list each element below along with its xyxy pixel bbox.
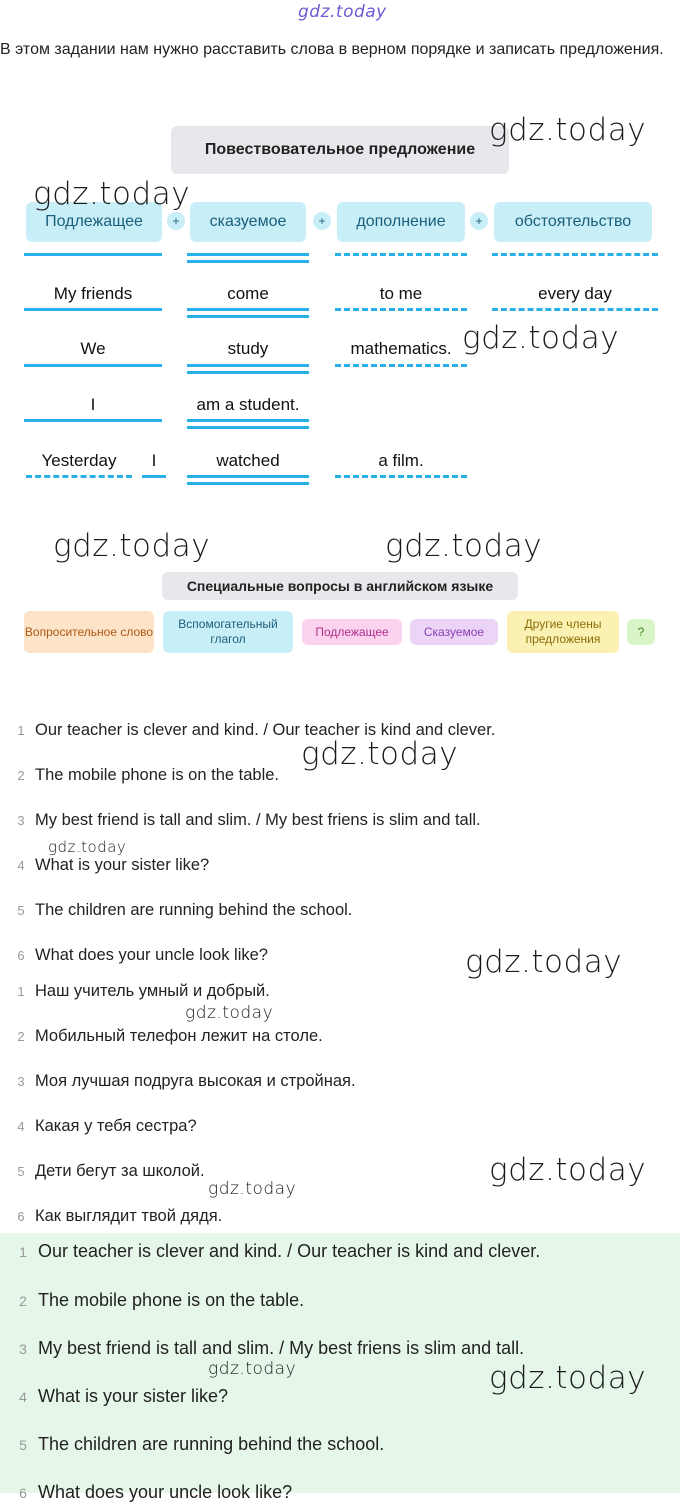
row2-subject-line bbox=[24, 364, 162, 367]
tag-predicate: Сказуемое bbox=[410, 619, 498, 645]
role-adverbial: обстоятельство bbox=[494, 202, 652, 242]
answer-number: 1 bbox=[19, 1244, 27, 1260]
row1-subject-line bbox=[24, 308, 162, 311]
row4-object: a film. bbox=[378, 451, 424, 470]
row1-object: to me bbox=[379, 284, 423, 303]
row3-subject-line bbox=[24, 419, 162, 422]
watermark: gdz.today bbox=[489, 1152, 647, 1188]
role-subject: Подлежащее bbox=[26, 202, 162, 242]
answer-number: 6 bbox=[19, 1485, 27, 1501]
watermark-top: gdz.today bbox=[298, 2, 387, 22]
answer-repeat-1: Our teacher is clever and kind. / Our teacher is kind and clever. bbox=[38, 1241, 541, 1261]
answer-ru-1: Наш учитель умный и добрый. bbox=[35, 982, 270, 1000]
row2-object: mathematics. bbox=[350, 339, 452, 358]
row1-object-line bbox=[335, 308, 467, 311]
row2-object-line bbox=[335, 364, 467, 367]
subject-underline bbox=[24, 253, 162, 256]
answer-number: 5 bbox=[17, 1164, 25, 1179]
answer-number: 1 bbox=[17, 723, 25, 738]
watermark: gdz.today bbox=[33, 176, 191, 212]
questions-title: Специальные вопросы в английском языке bbox=[162, 572, 518, 600]
watermark: gdz.today bbox=[465, 944, 623, 980]
row4-adverbial-line bbox=[26, 475, 132, 478]
answer-repeat-4: What is your sister like? bbox=[38, 1386, 229, 1406]
answer-number: 4 bbox=[19, 1389, 27, 1405]
answer-number: 2 bbox=[17, 768, 25, 783]
answer-ru-4: Какая у тебя сестра? bbox=[35, 1117, 197, 1135]
answer-ru-2: Мобильный телефон лежит на столе. bbox=[35, 1027, 323, 1045]
row4-subject-line bbox=[142, 475, 166, 478]
answer-number: 2 bbox=[17, 1029, 25, 1044]
tag-other-members: Другие члены предложения bbox=[507, 611, 619, 653]
answer-number: 2 bbox=[19, 1293, 27, 1309]
adverbial-underline bbox=[492, 253, 658, 256]
answer-number: 6 bbox=[17, 1209, 25, 1224]
answer-number: 4 bbox=[17, 1119, 25, 1134]
answer-repeat-2: The mobile phone is on the table. bbox=[38, 1290, 305, 1310]
plus-icon: + bbox=[167, 212, 185, 230]
watermark: gdz.today bbox=[208, 1179, 297, 1199]
role-object: дополнение bbox=[337, 202, 465, 242]
plus-icon: + bbox=[470, 212, 488, 230]
watermark: gdz.today bbox=[385, 528, 543, 564]
watermark: gdz.today bbox=[489, 1360, 647, 1396]
tag-question-mark: ? bbox=[627, 619, 655, 645]
row4-object-line bbox=[335, 475, 467, 478]
answer-repeat-6: What does your uncle look like? bbox=[38, 1482, 293, 1502]
task-intro: В этом задании нам нужно расставить слова в верном порядке и записать предложения. bbox=[0, 41, 664, 58]
answer-en-2: The mobile phone is on the table. bbox=[35, 766, 279, 784]
row4-subject: I bbox=[151, 451, 157, 470]
answer-repeat-5: The children are running behind the school. bbox=[38, 1434, 385, 1454]
watermark: gdz.today bbox=[301, 736, 459, 772]
answer-number: 3 bbox=[17, 1074, 25, 1089]
answer-en-3: My best friend is tall and slim. / My best friens is slim and tall. bbox=[35, 811, 481, 829]
row1-predicate-line bbox=[187, 308, 309, 311]
watermark: gdz.today bbox=[185, 1003, 274, 1023]
answer-number: 4 bbox=[17, 858, 25, 873]
answer-en-5: The children are running behind the school. bbox=[35, 901, 353, 919]
watermark: gdz.today bbox=[48, 838, 127, 856]
tag-subject: Подлежащее bbox=[302, 619, 402, 645]
plus-icon: + bbox=[313, 212, 331, 230]
row4-predicate: watched bbox=[216, 451, 280, 470]
watermark: gdz.today bbox=[53, 528, 211, 564]
answer-ru-5: Дети бегут за школой. bbox=[35, 1162, 205, 1180]
row2-predicate-line bbox=[187, 364, 309, 367]
row1-predicate: come bbox=[227, 284, 269, 303]
answer-repeat-3: My best friend is tall and slim. / My best friens is slim and tall. bbox=[38, 1338, 525, 1358]
answer-ru-3: Моя лучшая подруга высокая и стройная. bbox=[35, 1072, 356, 1090]
row2-predicate: study bbox=[227, 339, 269, 358]
answer-number: 3 bbox=[17, 813, 25, 828]
row1-adverbial-line bbox=[492, 308, 658, 311]
row3-predicate-line bbox=[187, 419, 309, 422]
row3-subject: I bbox=[90, 395, 96, 414]
row3-predicate: am a student. bbox=[196, 395, 300, 414]
answer-number: 5 bbox=[19, 1437, 27, 1453]
tag-auxiliary-verb: Вспомогательный глагол bbox=[163, 611, 293, 653]
answer-number: 3 bbox=[19, 1341, 27, 1357]
row1-subject: My friends bbox=[53, 284, 133, 303]
answer-en-1: Our teacher is clever and kind. / Our teacher is kind and clever. bbox=[35, 721, 496, 739]
answer-en-4: What is your sister like? bbox=[35, 856, 210, 874]
watermark: gdz.today bbox=[462, 320, 620, 356]
row1-adverbial: every day bbox=[538, 284, 612, 303]
row2-subject: We bbox=[80, 339, 106, 358]
answer-number: 1 bbox=[17, 984, 25, 999]
predicate-underline bbox=[187, 253, 309, 256]
answer-number: 5 bbox=[17, 903, 25, 918]
object-underline bbox=[335, 253, 467, 256]
row4-predicate-line bbox=[187, 475, 309, 478]
scheme-title: Повествовательное предложение bbox=[171, 126, 509, 174]
role-predicate: сказуемое bbox=[190, 202, 306, 242]
answer-number: 6 bbox=[17, 948, 25, 963]
row4-adverbial: Yesterday bbox=[41, 451, 117, 470]
watermark: gdz.today bbox=[489, 112, 647, 148]
watermark: gdz.today bbox=[208, 1359, 297, 1379]
answer-ru-6: Как выглядит твой дядя. bbox=[35, 1207, 223, 1225]
answer-en-6: What does your uncle look like? bbox=[35, 946, 268, 964]
tag-question-word: Вопросительное слово bbox=[24, 611, 154, 653]
